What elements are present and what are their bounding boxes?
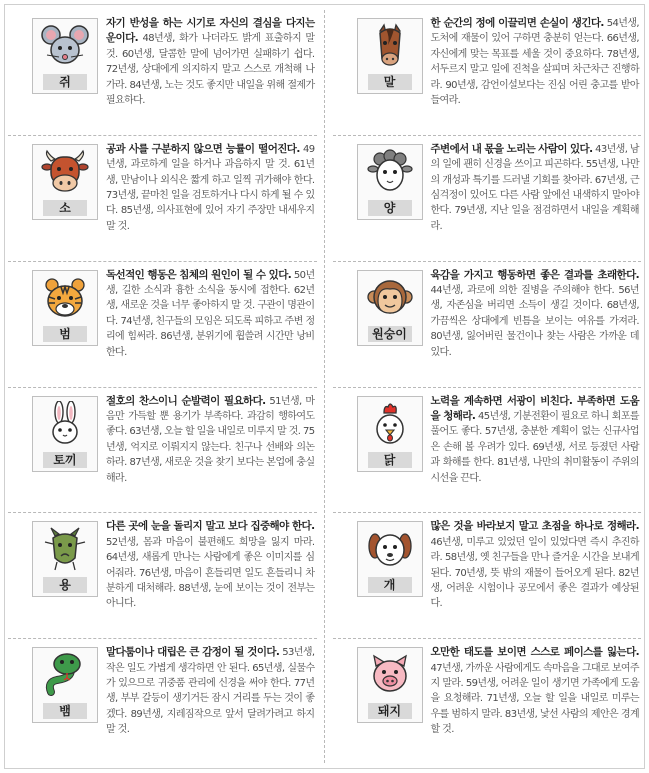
pig-icon: [366, 652, 414, 698]
fortune-body: 53년생, 작은 일도 가볍게 생각하면 안 된다. 65년생, 실물수가 있으므로 귀중품 관리에 신경을 써야 한다. 77년생, 부부 갈등이 생기거든 잠시 거리를 두는 것이 좋겠다. 89년생, 지레짐작으로 앞서 달려가려고 하지 말 것.: [106, 647, 315, 736]
fortune-headline: 공과 사를 구분하지 않으면 능률이 떨어진다.: [106, 142, 300, 155]
animal-badge: [32, 18, 98, 94]
fortune-card-snake: [8, 639, 317, 765]
fortune-body: 48년생, 화가 나더라도 밝게 표출하지 말 것. 60년생, 달콤한 말에 넘어가면 실패하기 쉽다. 72년생, 상대에게 의지하지 말고 스스로 개척해 나가라. 84년생, 노는 것도 좋지만 내일을 위해 절제가 필요하다.: [106, 33, 315, 107]
animal-badge: [32, 270, 98, 346]
fortune-card-rooster: [333, 388, 642, 514]
rooster-icon: [366, 401, 414, 447]
animal-badge: [32, 521, 98, 597]
animal-label: 소: [43, 200, 87, 216]
animal-label: 쥐: [43, 74, 87, 90]
monkey-icon: [366, 275, 414, 321]
animal-badge: [357, 18, 423, 94]
dog-icon: [366, 526, 414, 572]
animal-label: 용: [43, 577, 87, 593]
ox-icon: [41, 149, 89, 195]
animal-badge: [357, 270, 423, 346]
animal-label: 양: [368, 200, 412, 216]
animal-label: 원숭이: [368, 326, 412, 342]
fortune-body: 54년생, 도처에 재물이 있어 구하면 충분히 얻는다. 66년생, 자신에게 맞는 목표를 세울 것이 중요하다. 78년생, 서두르지 말고 일에 진척을 살피며 차근차근 진행하라. 90년생, 감언이설보다는 진심 어린 충고를 받아 들여라.: [430, 18, 639, 107]
fortune-headline: 주변에서 내 몫을 노리는 사람이 있다.: [430, 142, 593, 155]
animal-label: 개: [368, 577, 412, 593]
fortune-card-dragon: [8, 513, 317, 639]
rabbit-icon: [41, 401, 89, 447]
fortune-headline: 다른 곳에 눈을 돌리지 말고 보다 집중해야 한다.: [106, 520, 315, 533]
sheep-icon: [366, 149, 414, 195]
fortune-body: 44년생, 과로에 의한 질병을 주의해야 한다. 56년생, 자존심을 버리면 소득이 생길 것이다. 68년생, 가끔씩은 상대에게 빈틈을 보이는 여유를 가져라. 80년생, 잃어버린 물건이나 찾는 사람은 가까운 데 있다.: [430, 285, 639, 358]
animal-badge: [357, 144, 423, 220]
fortune-headline: 많은 것을 바라보지 말고 초점을 하나로 정해라.: [430, 520, 639, 533]
horse-icon: [366, 23, 414, 69]
dragon-icon: [41, 526, 89, 572]
fortune-headline: 오만한 태도를 보이면 스스로 페이스를 잃는다.: [430, 646, 639, 659]
fortune-headline: 육감을 가지고 행동하면 좋은 결과를 초래한다.: [430, 268, 639, 281]
animal-label: 말: [368, 74, 412, 90]
animal-badge: [32, 144, 98, 220]
tiger-icon: [41, 275, 89, 321]
fortune-headline: 절호의 찬스이니 순발력이 필요하다.: [106, 394, 266, 407]
animal-badge: [32, 647, 98, 723]
fortune-body: 45년생, 기분전환이 필요로 하니 회포를 풀어도 좋다. 57년생, 충분한 계획이 없는 신규사업은 손해 볼 우려가 있다. 69년생, 서로 등졌던 사람과 화해를 한다. 81년생, 나만의 취미활동이 주위의 시선을 끈다.: [430, 410, 639, 484]
fortune-card-tiger: [8, 262, 317, 388]
animal-badge: [357, 521, 423, 597]
fortune-card-horse: [333, 10, 642, 136]
fortune-card-rabbit: [8, 388, 317, 514]
animal-label: 돼지: [368, 703, 412, 719]
fortune-card-rat: [8, 10, 317, 136]
fortune-headline: 말다툼이나 대립은 큰 감정이 될 것이다.: [106, 646, 280, 659]
animal-label: 닭: [368, 452, 412, 468]
rat-icon: [41, 23, 89, 69]
fortune-body: 49년생, 과로하게 일을 하거나 과음하지 말 것. 61년생, 만남이나 외식은 짧게 하고 일찍 귀가해야 한다. 73년생, 끝마친 일을 검토하거나 다시 하게 될 수 있다. 85년생, 의사표현에 있어 자기 주장만 내세우지 말 것.: [106, 143, 315, 232]
fortune-headline: 노력을 계속하면 서광이 비친다. 부족하면 도움을 청해라.: [430, 394, 639, 422]
snake-icon: [41, 652, 89, 698]
fortune-body: 46년생, 미루고 있었던 일이 있었다면 즉시 추진하라. 58년생, 옛 친구들을 만나 즐거운 시간을 보내게 된다. 70년생, 뜻 밖의 재물이 들어오게 된다. 82년생, 어려운 시험이나 공모에서 좋은 결과가 예상된다.: [430, 536, 639, 610]
animal-label: 범: [43, 326, 87, 342]
fortune-grid: [8, 10, 641, 765]
fortune-body: 52년생, 몸과 마음이 불편해도 희망을 잃지 마라. 64년생, 새롭게 만나는 사람에게 좋은 이미지를 심어줘라. 76년생, 마음이 흔들리면 일도 흔들리니 차분하게 대처해라. 88년생, 눈에 보이는 것이 전부는 아니다.: [106, 536, 315, 610]
animal-label: 토끼: [43, 452, 87, 468]
fortune-body: 43년생, 남의 일에 괜히 신경을 쓰이고 피곤하다. 55년생, 나만의 개성과 특기를 드러낼 기회를 찾아라. 67년생, 근심걱정이 있어도 다른 사람 앞에선 내색하지 말아야 한다. 79년생, 지난 일을 점검하면서 내일을 계획해라.: [430, 143, 639, 232]
fortune-headline: 독선적인 행동은 침체의 원인이 될 수 있다.: [106, 268, 292, 281]
fortune-headline: 자기 반성을 하는 시기로 자신의 결심을 다지는 운이다.: [106, 17, 315, 45]
fortune-body: 50년생, 길한 소식과 흉한 소식을 동시에 접한다. 62년생, 새로운 것을 너무 좋아하지 말 것. 구관이 명관이다. 74년생, 친구들의 모임은 되도록 피하고 주변 정리에 힘써라. 86년생, 분위기에 휩쓸려 시간만 낭비한다.: [106, 269, 315, 358]
fortune-body: 51년생, 마음만 가득할 뿐 용기가 부족하다. 과감히 행하여도 좋다. 63년생, 오늘 할 일을 내일로 미루지 말 것. 75년생, 억지로 이뤄지지 않는다. 친구나 선배와 의논하라. 87년생, 새로운 것을 찾기 보다는 본업에 충실해라.: [106, 395, 315, 484]
fortune-body: 47년생, 가까운 사람에게도 속마음을 그대로 보여주지 말라. 59년생, 어려운 일이 생기면 가족에게 도움을 요청해라. 71년생, 오늘 할 일을 내일로 미루는 우를 범하지 말라. 83년생, 낯선 사람의 제안은 경계할 것.: [430, 662, 639, 736]
animal-badge: [357, 396, 423, 472]
animal-badge: [32, 396, 98, 472]
fortune-card-pig: [333, 639, 642, 765]
fortune-card-sheep: [333, 136, 642, 262]
fortune-card-ox: [8, 136, 317, 262]
fortune-card-monkey: [333, 262, 642, 388]
fortune-card-dog: [333, 513, 642, 639]
fortune-headline: 한 순간의 정에 이끌리면 손실이 생긴다.: [430, 17, 604, 29]
animal-label: 뱀: [43, 703, 87, 719]
animal-badge: [357, 647, 423, 723]
